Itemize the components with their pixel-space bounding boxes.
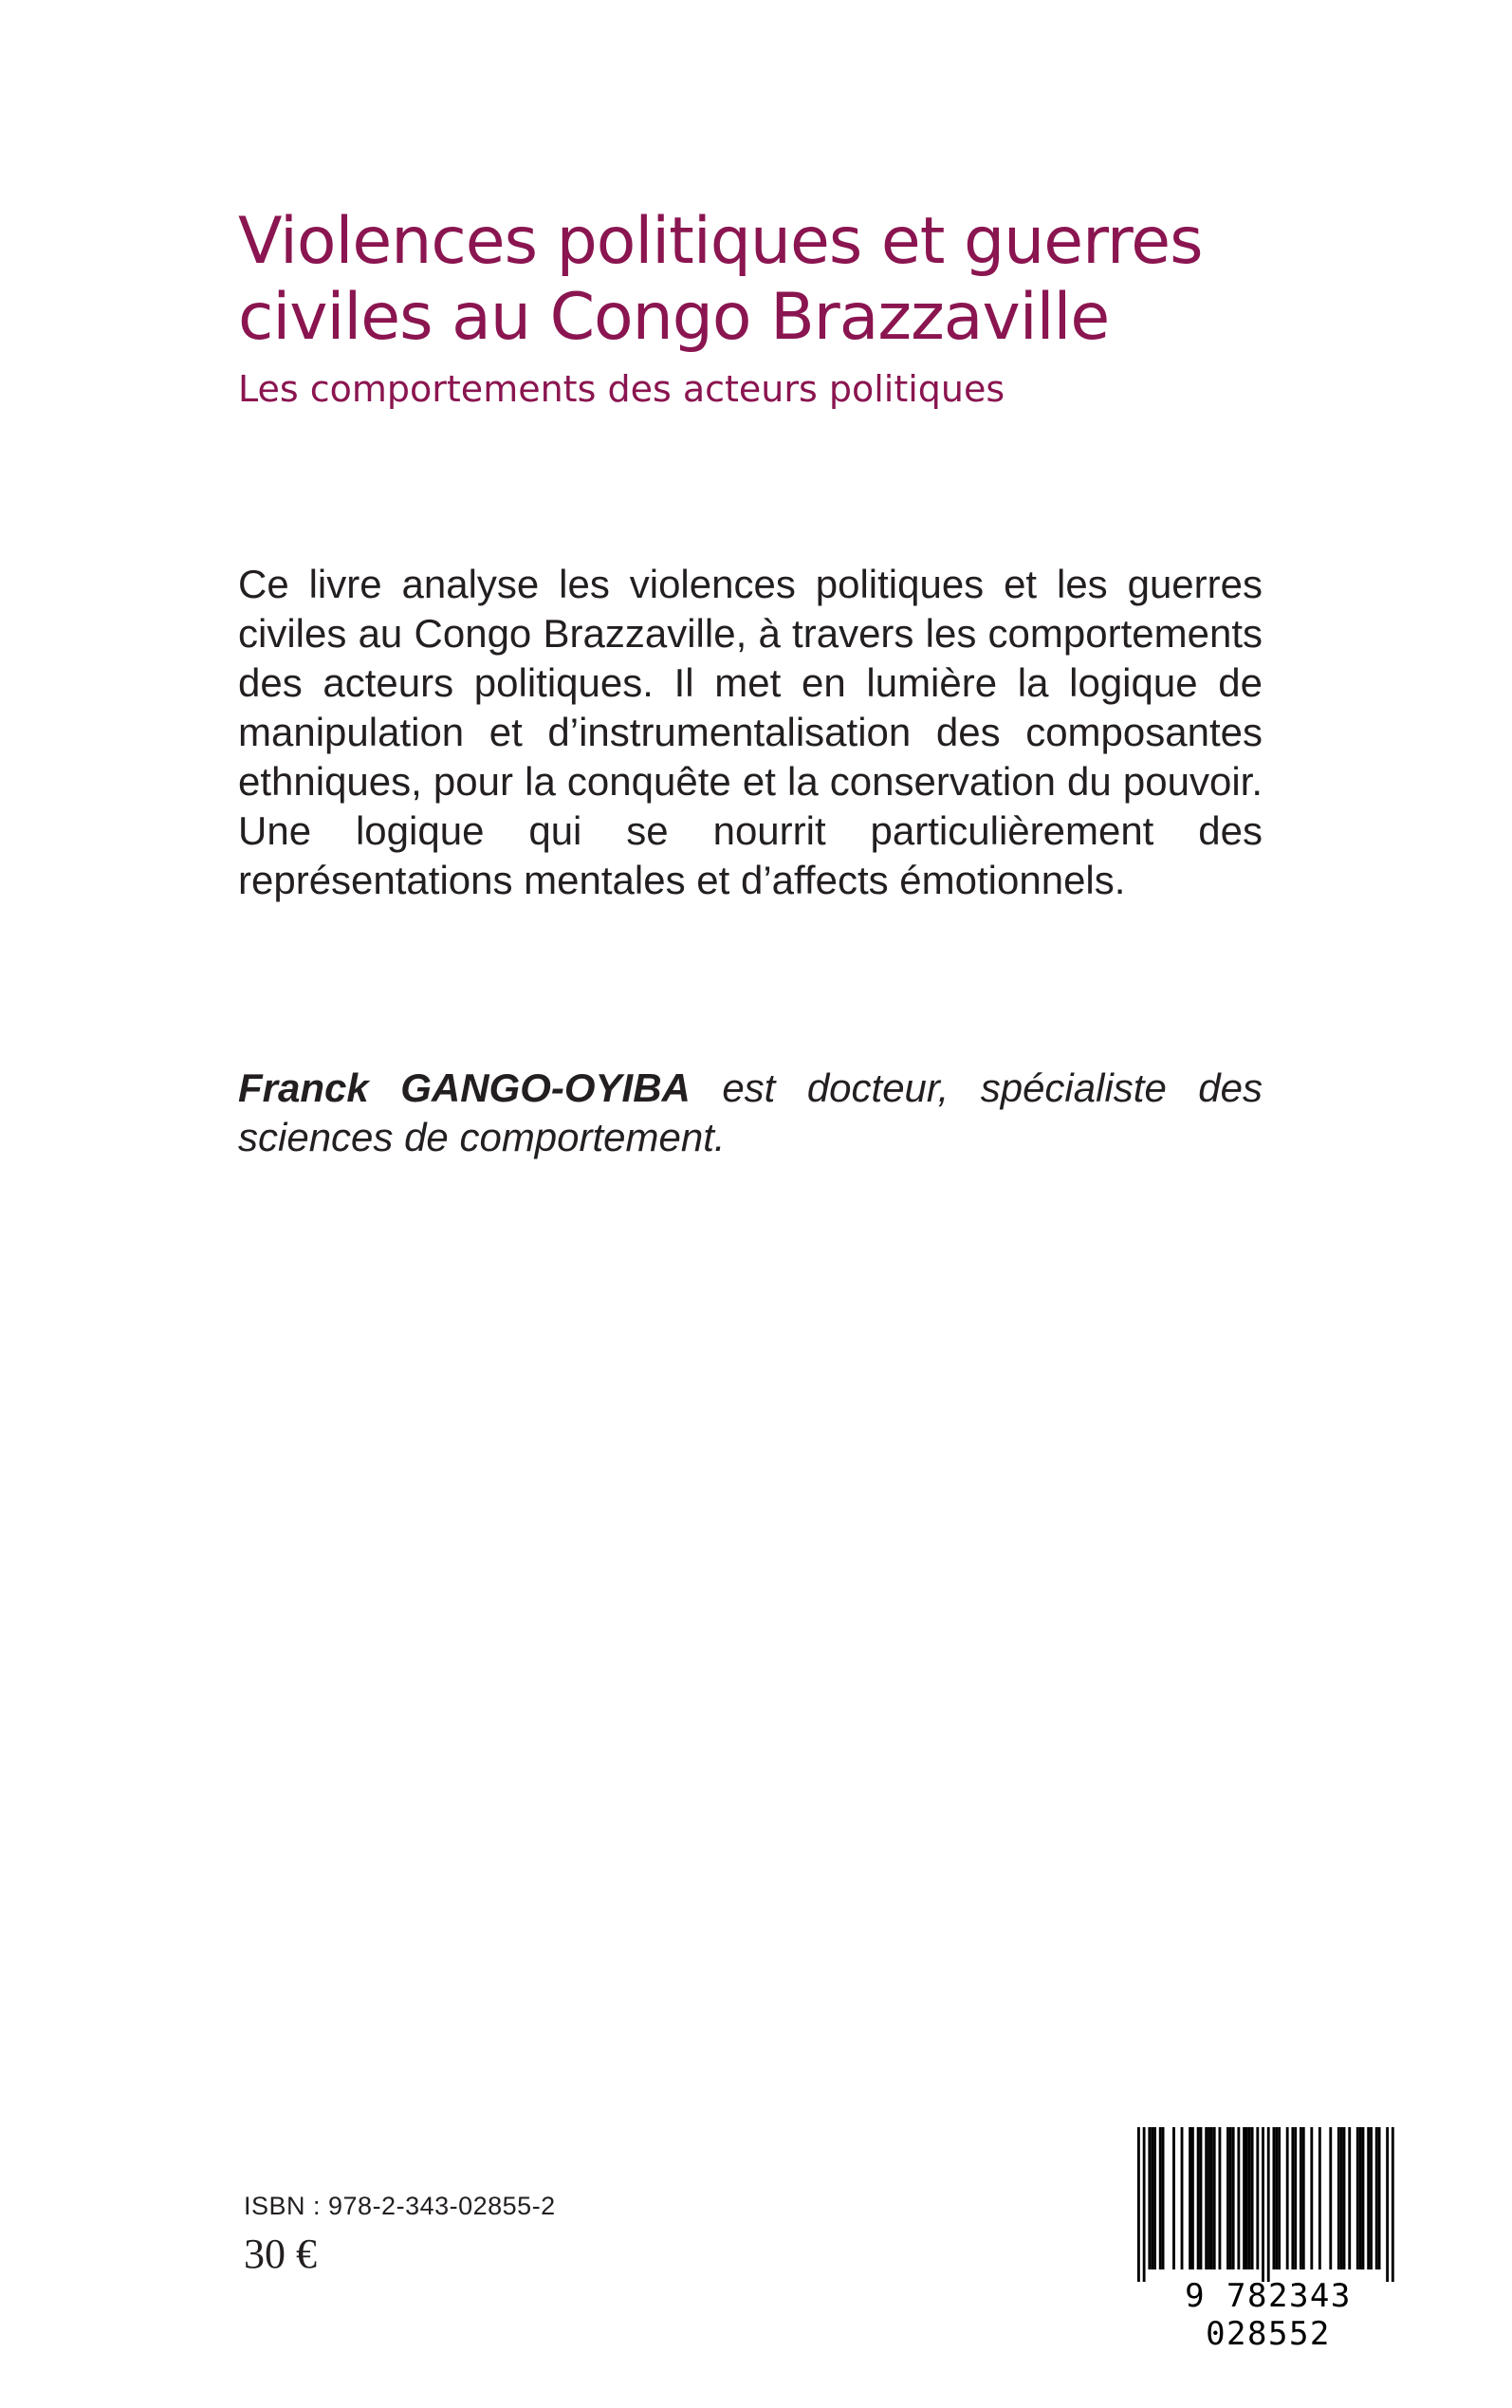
barcode-bar: [1273, 2127, 1276, 2269]
barcode-bar: [1370, 2127, 1373, 2269]
barcode-bar: [1181, 2127, 1184, 2269]
barcode-bar: [1189, 2127, 1191, 2269]
barcode-guard-bar: [1392, 2127, 1394, 2282]
barcode-bar: [1229, 2127, 1232, 2269]
barcode-guard-bar: [1143, 2127, 1146, 2282]
title-block: [238, 204, 1319, 413]
barcode-bar: [1359, 2127, 1362, 2269]
barcode-bar: [1286, 2127, 1289, 2269]
barcode-bar: [1343, 2127, 1346, 2269]
barcode-bar: [1337, 2127, 1340, 2269]
barcode-bar: [1362, 2127, 1365, 2269]
barcode-bar: [1348, 2127, 1351, 2269]
barcode-bar: [1162, 2127, 1165, 2269]
barcode-bar: [1219, 2127, 1222, 2269]
barcode-bar: [1256, 2127, 1259, 2269]
barcode-bar: [1172, 2127, 1175, 2269]
barcode-bar: [1197, 2127, 1200, 2269]
barcode-bars: [1126, 2125, 1411, 2282]
barcode-bar: [1300, 2127, 1302, 2269]
barcode-bar: [1378, 2127, 1381, 2269]
barcode-bar: [1294, 2127, 1297, 2269]
isbn: ISBN : 978-2-343-02855-2: [244, 2192, 556, 2220]
barcode-bar: [1210, 2127, 1213, 2269]
author-name: Franck GANGO-OYIBA: [238, 1065, 691, 1110]
barcode-bar: [1213, 2127, 1216, 2269]
book-subtitle: Les comportements des acteurs politiques: [238, 368, 1005, 410]
barcode-bar: [1245, 2127, 1248, 2269]
barcode-bar: [1208, 2127, 1210, 2269]
barcode-bar: [1340, 2127, 1343, 2269]
barcode-bar: [1148, 2127, 1151, 2269]
book-description: Ce livre analyse les violences politiques et les guerres civiles au Congo Brazzaville, à travers les comportements des acteurs politiques. Il met en lumière la logique de manipulation et d’instrumentalisation des composantes ethniques, pour la conquête et la conservation du pouvoir. Une logique qui se nourrit particulièrement des représentations mentales et d’affects émotionnels.: [238, 562, 1263, 902]
barcode-bar: [1205, 2127, 1208, 2269]
barcode-bar: [1248, 2127, 1251, 2269]
barcode-bar: [1275, 2127, 1278, 2269]
barcode-bar: [1251, 2127, 1254, 2269]
author-bio: [238, 1064, 1263, 1162]
barcode-bar: [1159, 2127, 1162, 2269]
price: 30 €: [244, 2231, 317, 2277]
barcode-bar: [1375, 2127, 1378, 2269]
barcode-bar: [1278, 2127, 1281, 2269]
barcode-guard-bar: [1137, 2127, 1140, 2282]
barcode-guard-bar: [1386, 2127, 1389, 2282]
barcode-guard-bar: [1267, 2127, 1270, 2282]
barcode-bar: [1232, 2127, 1235, 2269]
barcode-guard-bar: [1262, 2127, 1264, 2282]
barcode-bar: [1151, 2127, 1153, 2269]
barcode-bar: [1302, 2127, 1305, 2269]
barcode-bar: [1243, 2127, 1245, 2269]
barcode-bar: [1329, 2127, 1332, 2269]
barcode-bar: [1318, 2127, 1321, 2269]
barcode-bar: [1200, 2127, 1203, 2269]
barcode-bar: [1191, 2127, 1194, 2269]
barcode-digits: 9 782343 028552: [1185, 2277, 1352, 2353]
barcode: [1126, 2125, 1411, 2353]
barcode-bar: [1291, 2127, 1294, 2269]
book-title: Violences politiques et guerres civiles au Congo Brazzaville: [238, 204, 1203, 355]
barcode-bar: [1356, 2127, 1359, 2269]
author-bio-text: est docteur, spécialiste des sciences de comportement.: [238, 1065, 1263, 1159]
barcode-bar: [1367, 2127, 1370, 2269]
barcode-bar: [1237, 2127, 1240, 2269]
barcode-bar: [1310, 2127, 1313, 2269]
barcode-bar: [1153, 2127, 1156, 2269]
barcode-bar: [1226, 2127, 1229, 2269]
